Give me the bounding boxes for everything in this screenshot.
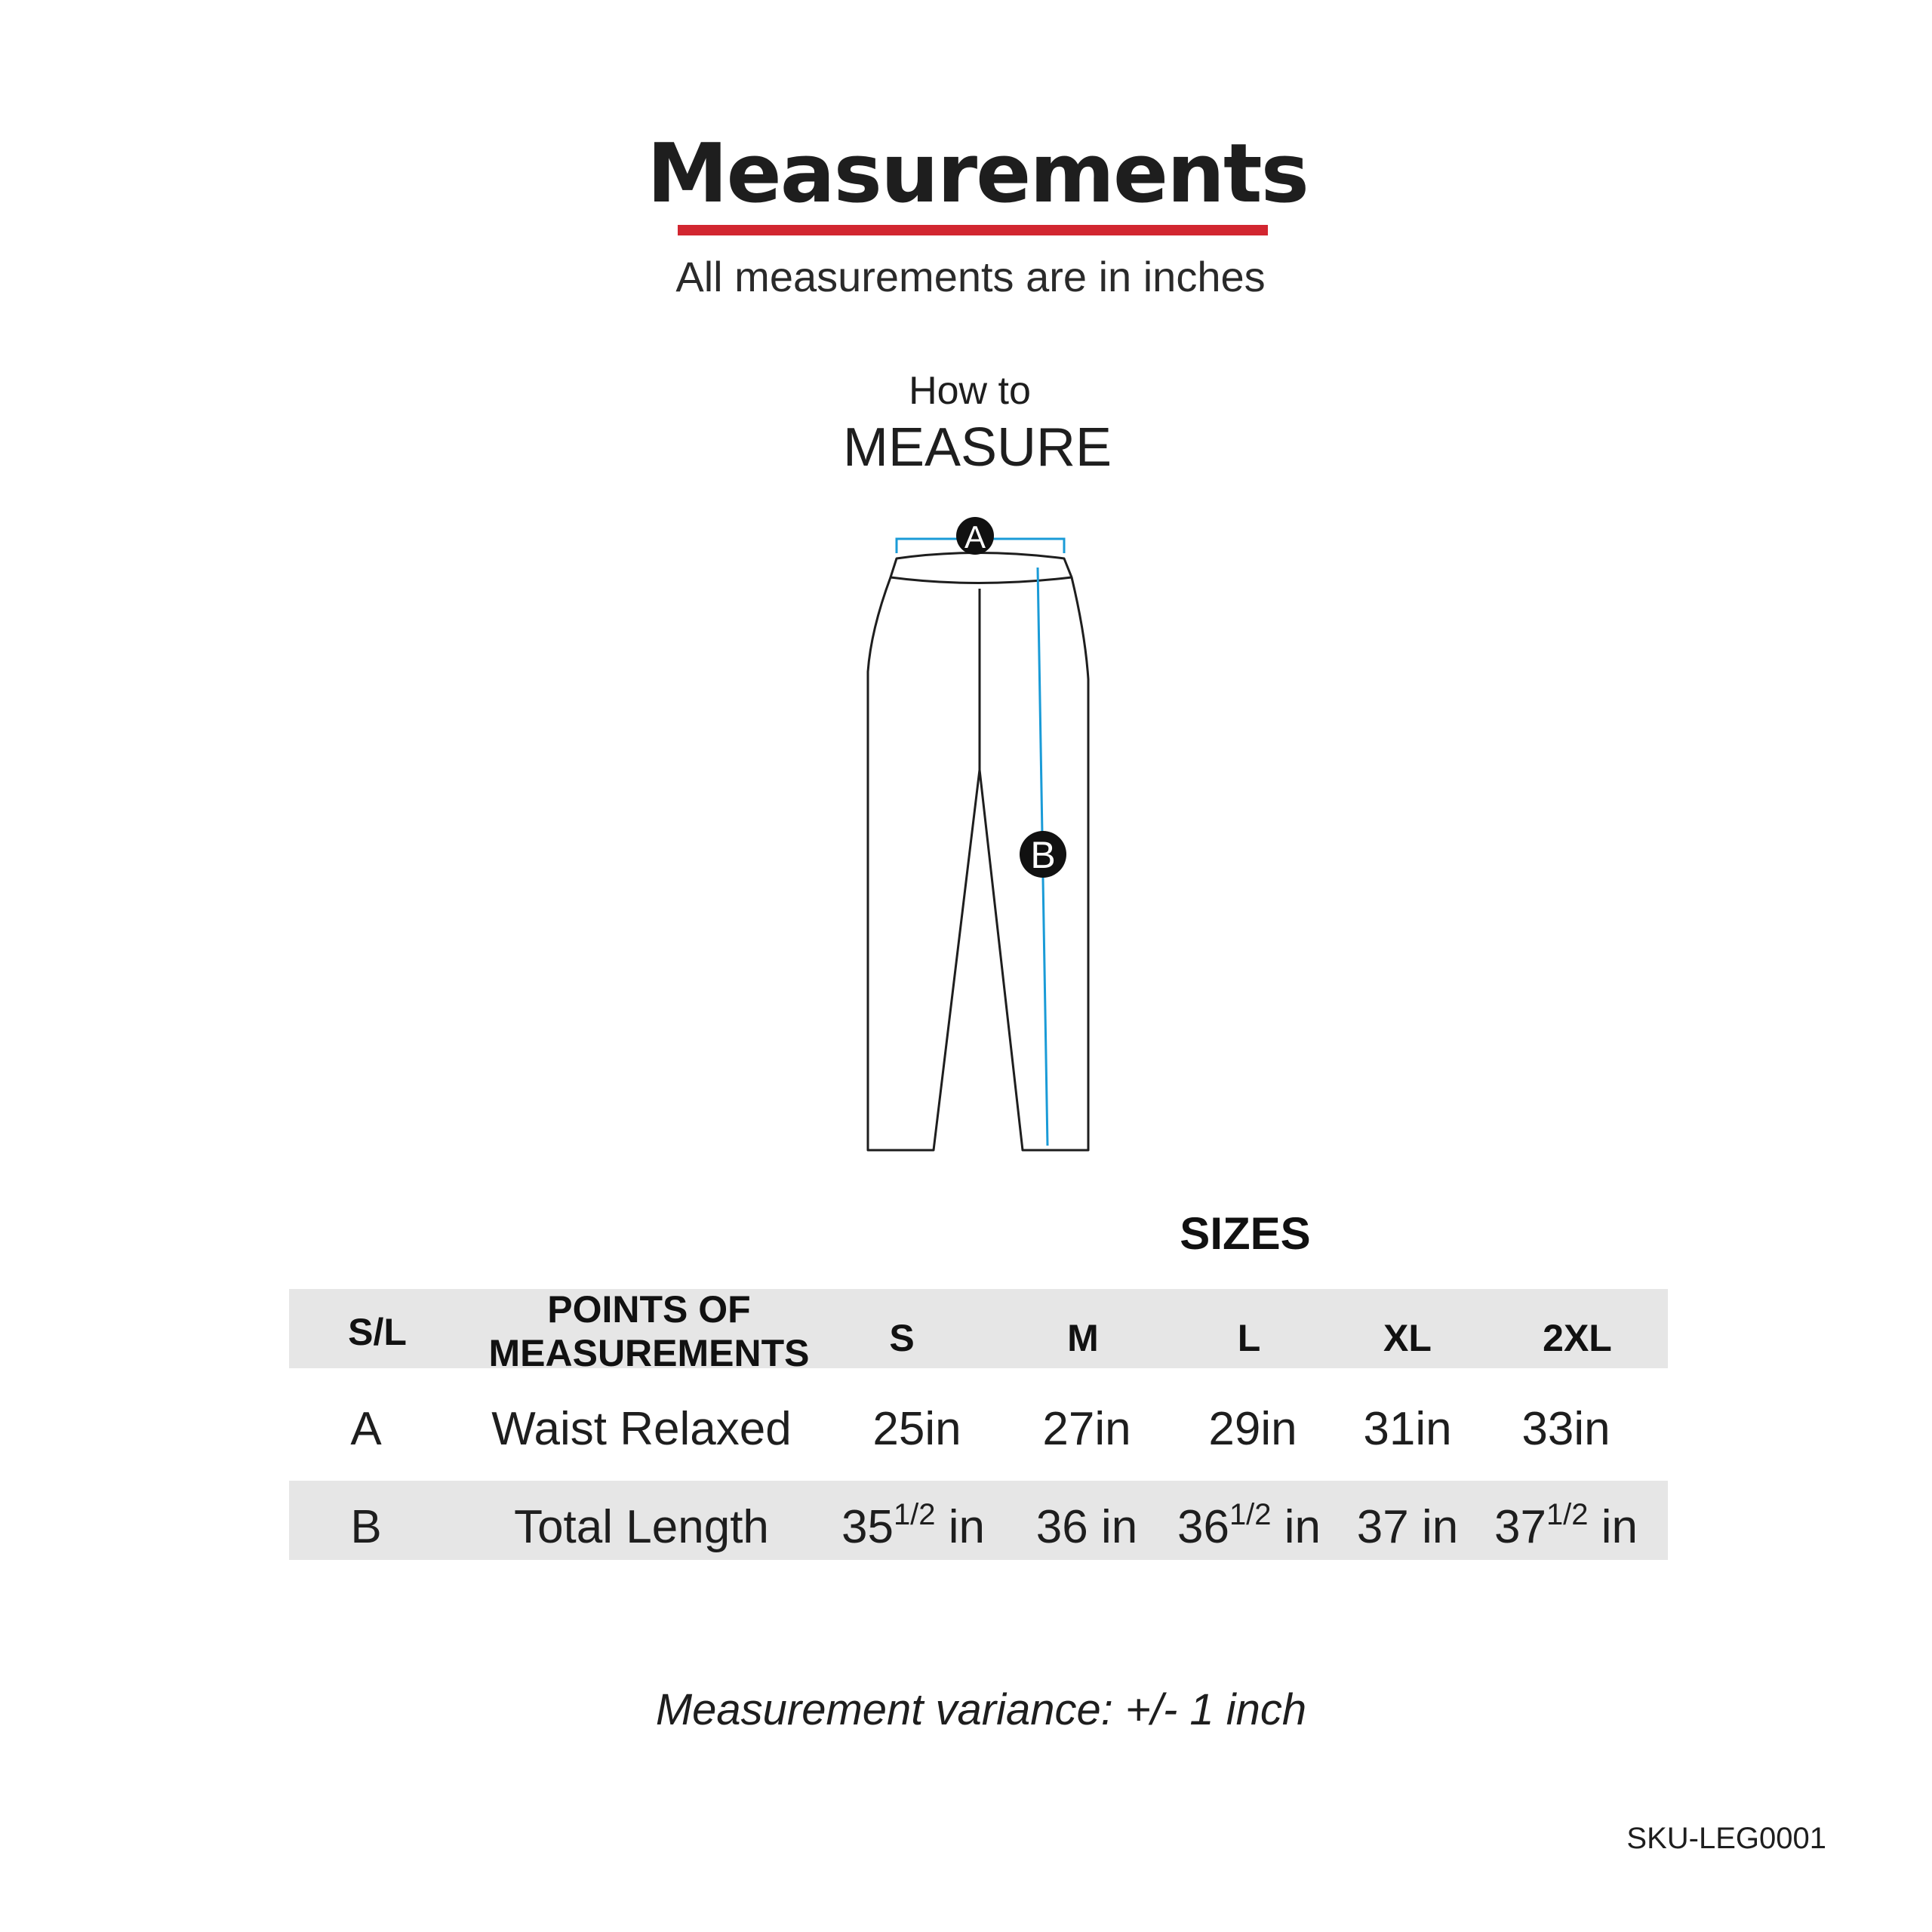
sizes-heading: SIZES bbox=[1180, 1208, 1311, 1259]
value-whole: 36 bbox=[1177, 1501, 1229, 1553]
value-whole: 37 bbox=[1494, 1501, 1546, 1553]
value-whole: 33 bbox=[1521, 1403, 1574, 1455]
value-whole: 27 bbox=[1042, 1403, 1095, 1455]
marker-a-label: A bbox=[964, 519, 986, 555]
page-title: Measurements bbox=[647, 127, 1308, 221]
title-underline bbox=[678, 225, 1268, 235]
marker-a-icon bbox=[956, 517, 994, 555]
value-fraction: 1/2 bbox=[1229, 1498, 1272, 1531]
header-size-m: M bbox=[1067, 1317, 1099, 1359]
header-points-line2: MEASUREMENTS bbox=[488, 1332, 810, 1374]
row-value bbox=[1158, 1500, 1340, 1554]
variance-note: Measurement variance: +/- 1 inch bbox=[655, 1685, 1307, 1734]
value-whole: 37 bbox=[1356, 1501, 1409, 1553]
row-value bbox=[1000, 1500, 1174, 1554]
value-whole: 35 bbox=[841, 1501, 894, 1553]
value-unit: in bbox=[935, 1501, 986, 1553]
row-value bbox=[1472, 1500, 1660, 1554]
row-point: Waist Relaxed bbox=[491, 1403, 792, 1455]
marker-b-icon bbox=[1020, 831, 1066, 878]
header-points bbox=[468, 1287, 830, 1375]
value-unit: in bbox=[1588, 1501, 1638, 1553]
header-points-line1: POINTS OF bbox=[547, 1288, 751, 1331]
value-unit: in bbox=[1408, 1501, 1459, 1553]
header-size-s: S bbox=[889, 1317, 915, 1359]
header-size-2xl: 2XL bbox=[1543, 1317, 1612, 1359]
value-whole: 31 bbox=[1363, 1403, 1416, 1455]
row-sl: B bbox=[350, 1501, 382, 1553]
value-unit: in bbox=[924, 1403, 961, 1455]
row-value bbox=[830, 1402, 1004, 1456]
header-size-l: L bbox=[1237, 1317, 1261, 1359]
value-unit: in bbox=[1094, 1403, 1131, 1455]
value-unit: in bbox=[1260, 1403, 1297, 1455]
value-whole: 29 bbox=[1208, 1403, 1261, 1455]
measure-label: MEASURE bbox=[842, 417, 1112, 478]
row-value bbox=[1000, 1402, 1174, 1456]
header-size-xl: XL bbox=[1383, 1317, 1432, 1359]
row-value bbox=[1321, 1500, 1494, 1554]
row-value bbox=[1475, 1402, 1657, 1456]
page-subtitle: All measurements are in inches bbox=[675, 253, 1266, 300]
value-whole: 25 bbox=[872, 1403, 925, 1455]
value-unit: in bbox=[1415, 1403, 1452, 1455]
row-value bbox=[826, 1500, 1000, 1554]
value-unit: in bbox=[1271, 1501, 1321, 1553]
row-value bbox=[1321, 1402, 1494, 1456]
value-fraction: 1/2 bbox=[1546, 1498, 1589, 1531]
value-fraction: 1/2 bbox=[893, 1498, 936, 1531]
row-value bbox=[1166, 1402, 1340, 1456]
value-unit: in bbox=[1574, 1403, 1611, 1455]
value-whole: 36 bbox=[1035, 1501, 1088, 1553]
sku-label: SKU-LEG0001 bbox=[1626, 1822, 1826, 1855]
how-to-label: How to bbox=[909, 369, 1031, 413]
row-point: Total Length bbox=[514, 1501, 769, 1553]
header-sl: S/L bbox=[348, 1311, 407, 1353]
value-unit: in bbox=[1088, 1501, 1138, 1553]
marker-b-label: B bbox=[1030, 834, 1056, 876]
leggings-diagram bbox=[830, 502, 1132, 1166]
row-sl: A bbox=[350, 1403, 382, 1455]
